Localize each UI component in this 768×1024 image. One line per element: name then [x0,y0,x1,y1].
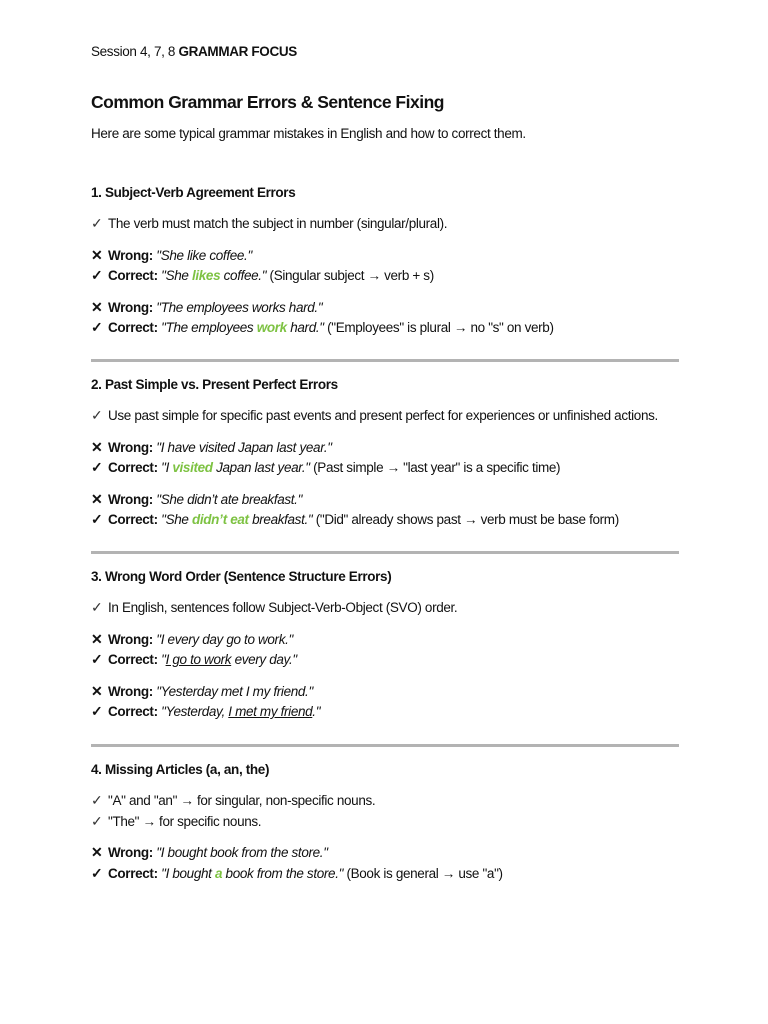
check-outline-icon: ✓ [91,812,103,829]
cross-icon: ✕ [91,490,103,507]
wrong-line: ✕ Wrong: "Yesterday met I my friend." [91,681,679,702]
cross-icon: ✕ [91,844,103,860]
wrong-line: ✕ Wrong: "She didn’t ate breakfast." [91,489,679,510]
section-title: 4. Missing Articles (a, an, the) [91,762,270,777]
section-divider [91,551,679,554]
section-articles [91,760,679,883]
section-divider [91,744,679,747]
correct-line: ✓ Correct: "I bought a book from the store." (Book is general → use "a") [91,863,679,884]
section-divider [91,359,679,362]
intro-text: Here are some typical grammar mistakes in English and how to correct them. [91,126,526,141]
section-title: 3. Wrong Word Order (Sentence Structure Errors) [91,569,392,584]
check-bold-icon: ✓ [91,267,103,283]
wrong-line: ✕ Wrong: "I every day go to work." [91,629,679,650]
check-bold-icon: ✓ [91,864,103,881]
check-outline-icon: ✓ [91,215,103,231]
correct-line: ✓ Correct: "I visited Japan last year." (Past simple → "last year" is a specific time) [91,457,679,478]
section-past-simple [91,375,679,530]
cross-icon: ✕ [91,246,103,263]
header-session: Session 4, 7, 8 [91,44,179,59]
correct-line: ✓ Correct: "She didn’t eat breakfast." ("Did" already shows past → verb must be base form) [91,509,679,530]
check-outline-icon: ✓ [91,792,103,808]
section-subject-verb [91,183,679,338]
rule-line: ✓ Use past simple for specific past events and present perfect for experiences or unfinished actions. [91,405,679,426]
check-outline-icon: ✓ [91,407,103,423]
check-bold-icon: ✓ [91,651,103,667]
rule-line: ✓ The verb must match the subject in number (singular/plural). [91,213,679,234]
correct-line: ✓ Correct: "The employees work hard." ("Employees" is plural → no "s" on verb) [91,317,679,338]
wrong-line: ✕ Wrong: "The employees works hard." [91,297,679,318]
cross-icon: ✕ [91,298,103,315]
cross-icon: ✕ [91,630,103,647]
check-bold-icon: ✓ [91,459,103,475]
page-header [91,44,297,59]
wrong-line: ✕ Wrong: "I have visited Japan last year." [91,437,679,458]
rule-line: ✓ In English, sentences follow Subject-Verb-Object (SVO) order. [91,597,679,618]
section-title: 1. Subject-Verb Agreement Errors [91,185,296,200]
header-focus: GRAMMAR FOCUS [178,44,297,59]
wrong-line: ✕ Wrong: "I bought book from the store." [91,842,679,863]
check-bold-icon: ✓ [91,703,103,719]
rule-line: ✓ "A" and "an" → for singular, non-specific nouns. [91,790,679,811]
correct-line: ✓ Correct: "She likes coffee." (Singular subject → verb + s) [91,265,679,286]
cross-icon: ✕ [91,438,103,455]
correct-line: ✓ Correct: "I go to work every day." [91,649,679,670]
check-bold-icon: ✓ [91,319,103,335]
cross-icon: ✕ [91,682,103,699]
rule-line: ✓ "The" → for specific nouns. [91,811,679,832]
check-bold-icon: ✓ [91,511,103,527]
section-title: 2. Past Simple vs. Present Perfect Errors [91,377,338,392]
correct-line: ✓ Correct: "Yesterday, I met my friend." [91,701,679,722]
page-title: Common Grammar Errors & Sentence Fixing [91,92,444,112]
section-word-order [91,567,679,722]
check-outline-icon: ✓ [91,599,103,615]
wrong-line: ✕ Wrong: "She like coffee." [91,245,679,266]
